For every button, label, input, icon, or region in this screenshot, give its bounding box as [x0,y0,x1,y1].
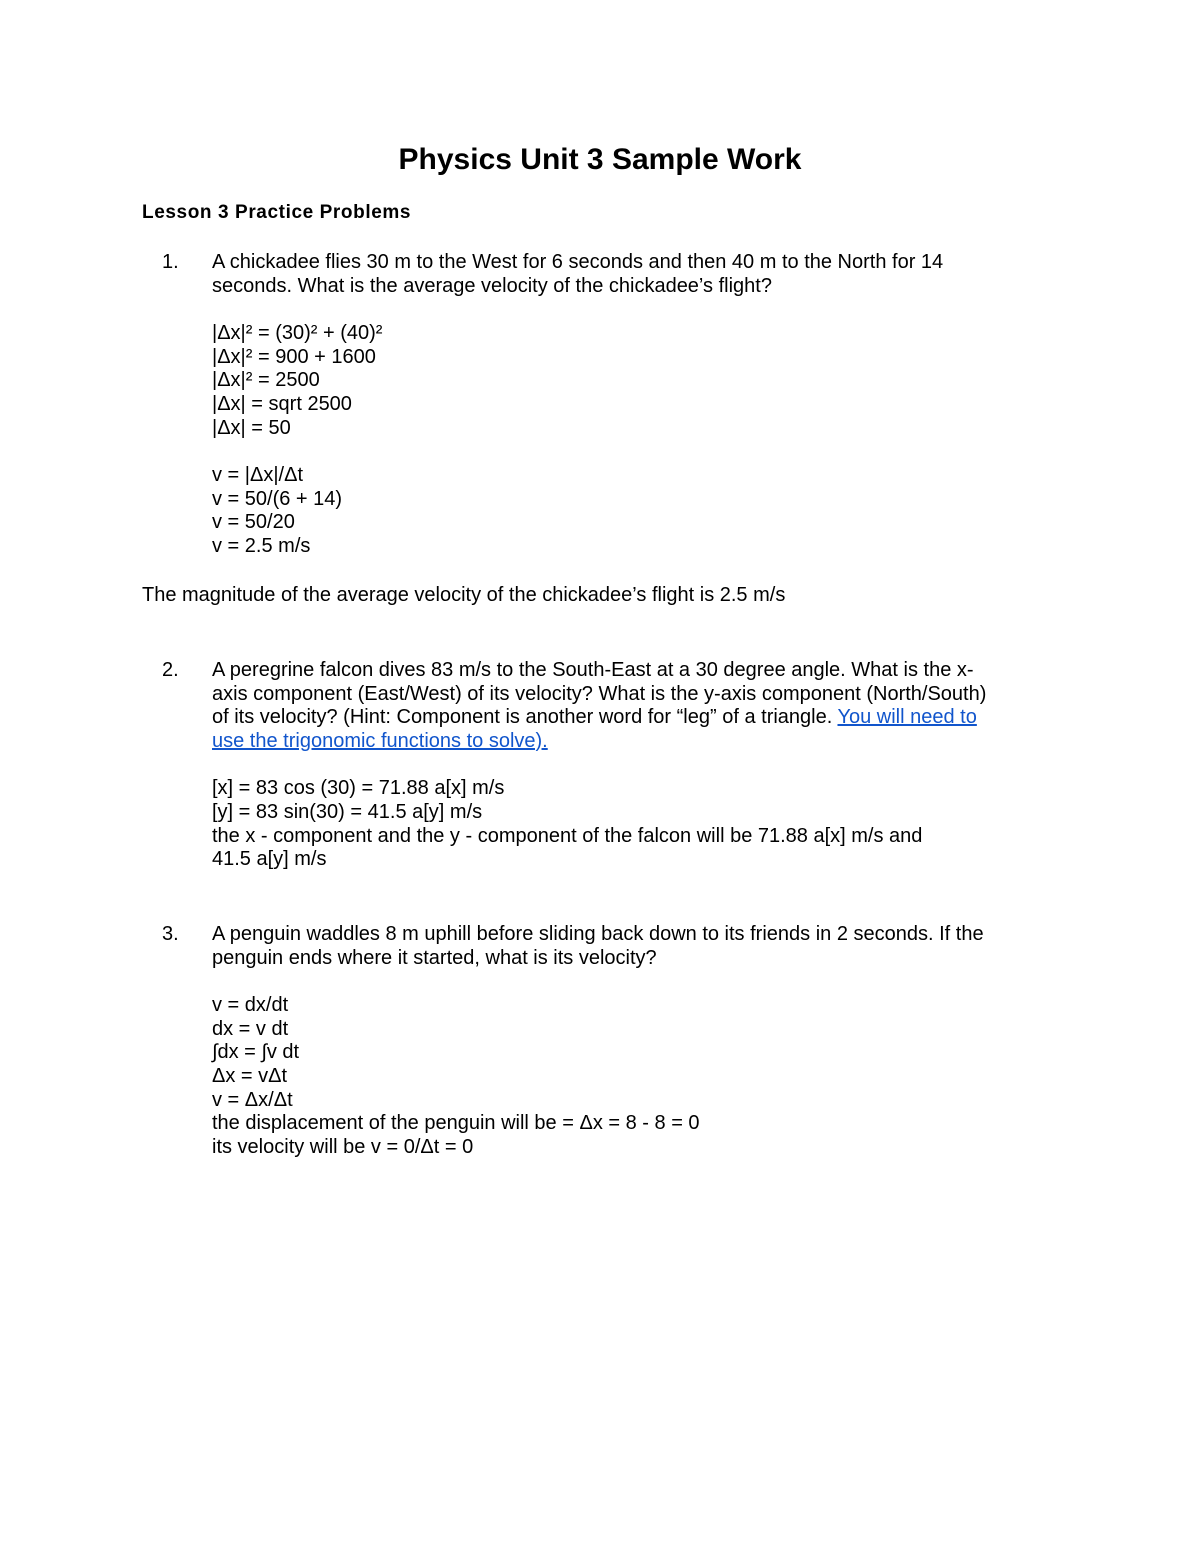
problem-2-question-text: of its velocity? (Hint: Component is another word for “leg” of a triangle. [212,706,838,729]
problem-1-work-line: |Δx| = sqrt 2500 [212,392,352,415]
problem-3-work-line: dx = v dt [212,1017,289,1040]
hint-link-continued[interactable]: use the trigonomic functions to solve). [212,729,548,752]
problem-3-number: 3. [162,923,179,945]
problem-3-work-line: v = dx/dt [212,994,289,1017]
problem-2-work-line: [x] = 83 cos (30) = 71.88 a[x] m/s [212,777,505,800]
problem-1-number: 1. [162,251,179,273]
problem-2 [212,659,1062,872]
problem-1-work-line: |Δx|² = (30)² + (40)² [212,322,383,345]
problem-1-question-line: seconds. What is the average velocity of the chickadee’s flight? [212,274,772,297]
problem-3-question-line: penguin ends where it started, what is its velocity? [212,946,657,969]
problem-3-work-line: the displacement of the penguin will be = Δx = 8 - 8 = 0 [212,1112,700,1135]
problem-1 [212,251,1062,559]
problem-2-number: 2. [162,659,179,681]
problem-3-work-line: its velocity will be v = 0/Δt = 0 [212,1135,474,1158]
problem-2-work-line: the x - component and the y - component of the falcon will be 71.88 a[x] m/s and [212,824,923,847]
problem-2-question-line: axis component (East/West) of its velocity? What is the y-axis component (North/South) [212,682,987,705]
problem-3-work-line: Δx = vΔt [212,1064,288,1087]
problem-2-question-line [212,730,1062,754]
problem-2-work-line: 41.5 a[y] m/s [212,848,327,871]
problem-1-work-line: |Δx|² = 2500 [212,369,320,392]
problem-3-work-line: v = Δx/Δt [212,1088,293,1111]
problem-2-question-line [212,706,1062,730]
problem-1-work-line: |Δx|² = 900 + 1600 [212,345,376,368]
problem-2-work-line: [y] = 83 sin(30) = 41.5 a[y] m/s [212,800,483,823]
problem-1-work-line: |Δx| = 50 [212,416,291,439]
problem-2-question-line: A peregrine falcon dives 83 m/s to the South-East at a 30 degree angle. What is the x- [212,659,974,681]
problem-1-work-line: v = |Δx|/Δt [212,464,304,487]
hint-link[interactable]: You will need to [837,706,977,729]
section-heading: Lesson 3 Practice Problems [142,202,412,223]
problem-3-work-line: ∫dx = ∫v dt [212,1041,300,1064]
problem-3-question-line: A penguin waddles 8 m uphill before sliding back down to its friends in 2 seconds. If the [212,923,984,945]
problem-1-work-line: v = 50/(6 + 14) [212,487,343,510]
problem-3 [212,923,1062,1159]
problem-1-question-line: A chickadee flies 30 m to the West for 6 seconds and then 40 m to the North for 14 [212,251,944,273]
problem-1-conclusion: The magnitude of the average velocity of the chickadee’s flight is 2.5 m/s [142,584,786,606]
problem-1-work-line: v = 2.5 m/s [212,534,311,557]
problem-1-work-line: v = 50/20 [212,511,295,534]
page-title: Physics Unit 3 Sample Work [398,143,802,176]
